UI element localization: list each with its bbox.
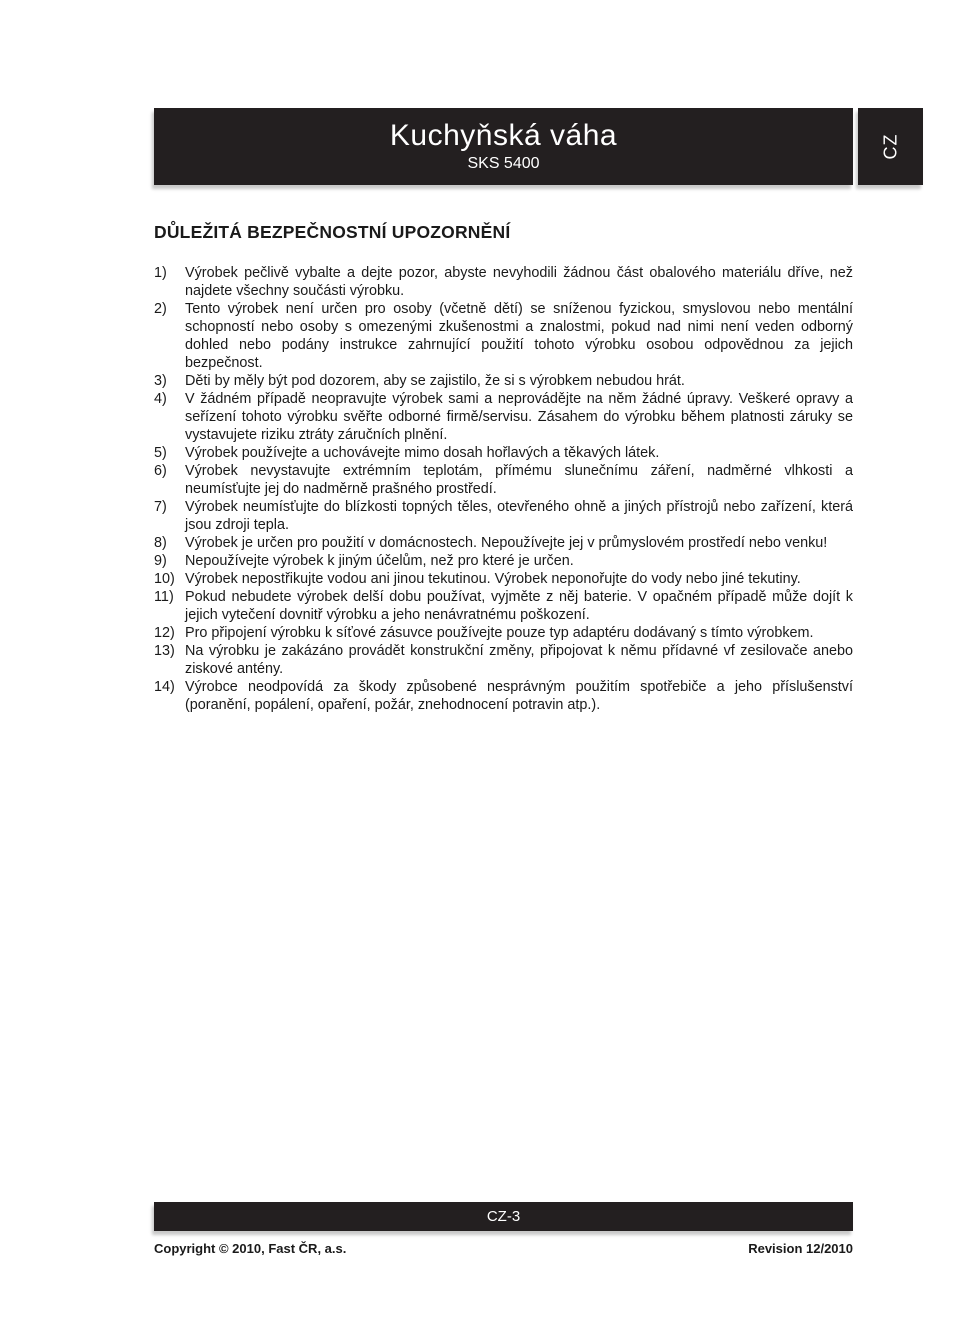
list-item — [154, 588, 853, 624]
list-item — [154, 372, 853, 390]
list-item-text: Pokud nebudete výrobek delší dobu používat, vyjměte z něj baterie. V opačném případě může dojít k jejich vytečení dovnitř výrobku a jeho nenávratnému poškození. — [185, 589, 853, 623]
list-item — [154, 390, 853, 444]
safety-section — [154, 222, 853, 714]
list-item — [154, 462, 853, 498]
list-item-text: Výrobek nepostřikujte vodou ani jinou tekutinou. Výrobek neponořujte do vody nebo jiné tekutiny. — [185, 571, 801, 587]
revision-text: Revision 12/2010 — [748, 1241, 853, 1256]
title-bar — [154, 108, 853, 185]
list-item — [154, 534, 853, 552]
list-item — [154, 264, 853, 300]
list-item-text: Výrobek nevystavujte extrémním teplotám, přímému slunečnímu záření, nadměrné vlhkosti a neumísťujte jej do nadměrně prašného prostředí. — [185, 463, 853, 497]
list-item — [154, 552, 853, 570]
page-number-label: CZ-3 — [486, 1208, 521, 1225]
list-item-number: 11) — [154, 589, 174, 605]
list-item-text: V žádném případě neopravujte výrobek sami a neprovádějte na něm žádné úpravy. Veškeré opravy a seřízení tohoto výrobku svěřte odborné firmě/servisu. Zásahem do výrobku během platnosti záruky se vystavujete riziku ztráty záručních plnění. — [185, 391, 853, 443]
product-model: SKS 5400 — [467, 155, 540, 172]
list-item-number: 8) — [154, 535, 167, 551]
copyright-text: Copyright © 2010, Fast ČR, a.s. — [154, 1241, 347, 1256]
page-number-bar — [154, 1202, 853, 1231]
list-item-number: 6) — [154, 463, 167, 479]
list-item-text: Děti by měly být pod dozorem, aby se zajistilo, že si s výrobkem nebudou hrát. — [185, 373, 685, 389]
list-item — [154, 300, 853, 372]
list-item — [154, 624, 853, 642]
list-item-text: Nepoužívejte výrobek k jiným účelům, než pro které je určen. — [185, 553, 574, 569]
list-item-text: Výrobek používejte a uchovávejte mimo dosah hořlavých a těkavých látek. — [185, 445, 660, 461]
footer-meta — [154, 1241, 853, 1256]
list-item-number: 14) — [154, 679, 175, 695]
list-item-number: 7) — [154, 499, 167, 515]
list-item-text: Tento výrobek není určen pro osoby (včetně dětí) se sníženou fyzickou, smyslovou nebo mentální schopností nebo osoby s omezenými zkušenostmi a znalostmi, pokud nad nimi není veden odborný dohled nebo podány instrukce zahrnující použití tohoto výrobku osobou odpovědnou za jejich bezpečnost. — [185, 301, 853, 371]
list-item — [154, 642, 853, 678]
list-item — [154, 678, 853, 714]
list-item-number: 5) — [154, 445, 167, 461]
list-item-number: 9) — [154, 553, 167, 569]
list-item-number: 2) — [154, 301, 167, 317]
safety-instructions-list — [154, 264, 853, 714]
list-item — [154, 498, 853, 534]
list-item-text: Výrobce neodpovídá za škody způsobené nesprávným použitím spotřebiče a jeho příslušenství (poranění, popálení, opaření, požár, znehodnocení potravin atp.). — [185, 679, 853, 713]
list-item-number: 12) — [154, 625, 175, 641]
list-item-text: Pro připojení výrobku k síťové zásuvce používejte pouze typ adaptéru dodávaný s tímto výrobkem. — [185, 625, 814, 641]
list-item-text: Výrobek je určen pro použití v domácnostech. Nepoužívejte jej v průmyslovém prostředí nebo venku! — [185, 535, 828, 551]
language-tab-label: CZ — [880, 133, 900, 160]
list-item-text: Výrobek pečlivě vybalte a dejte pozor, abyste nevyhodili žádnou část obalového materiálu dříve, než najdete všechny součásti výrobku. — [185, 265, 853, 299]
list-item — [154, 444, 853, 462]
list-item — [154, 570, 853, 588]
language-tab — [858, 108, 923, 185]
page-header — [154, 108, 923, 185]
list-item-number: 3) — [154, 373, 167, 389]
list-item-text: Na výrobku je zakázáno provádět konstrukční změny, připojovat k němu přídavné vf zesilovače anebo ziskové antény. — [185, 643, 853, 677]
list-item-number: 1) — [154, 265, 167, 281]
list-item-text: Výrobek neumísťujte do blízkosti topných těles, otevřeného ohně a jiných přístrojů nebo zařízení, která jsou zdroji tepla. — [185, 499, 853, 533]
list-item-number: 10) — [154, 571, 175, 587]
product-title: Kuchyňská váha — [389, 119, 618, 152]
section-heading: DŮLEŽITÁ BEZPEČNOSTNÍ UPOZORNĚNÍ — [154, 222, 511, 242]
list-item-number: 4) — [154, 391, 167, 407]
list-item-number: 13) — [154, 643, 175, 659]
